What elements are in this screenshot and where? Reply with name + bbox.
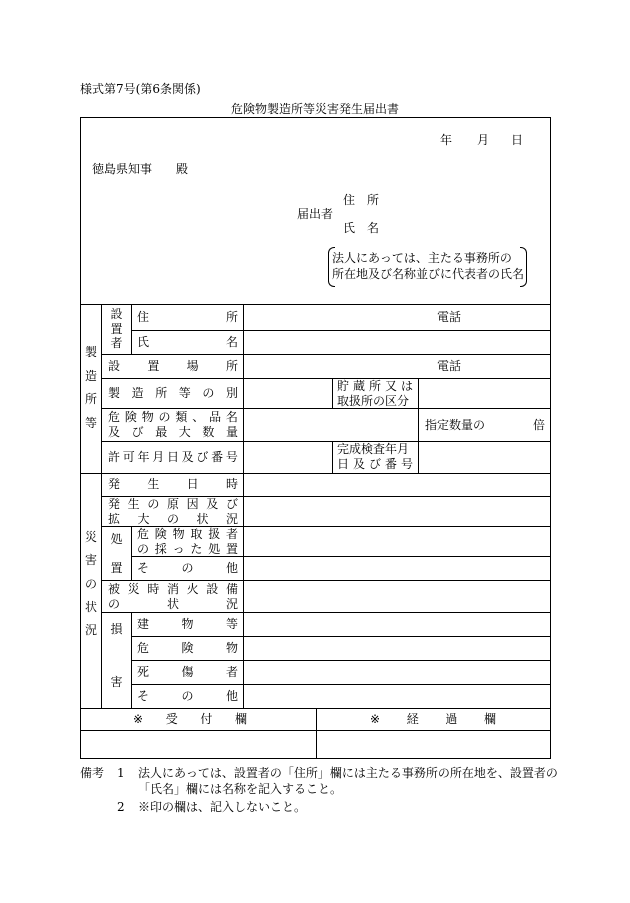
row-line [131, 684, 551, 685]
note-2-number: 2 [117, 800, 125, 814]
disaster-group-label: 災 害 の 状 況 [84, 530, 97, 637]
label-reception: ※ 受 付 欄 [133, 712, 247, 726]
col-line [332, 441, 333, 473]
col-line [418, 441, 419, 473]
facility-group-label: 製 造 所 等 [84, 345, 97, 430]
label-progress: ※ 経 過 欄 [370, 712, 496, 726]
label-location: 設 置 場 所 [108, 359, 238, 373]
name-label: 氏 名 [343, 221, 380, 235]
label-other-1: そ の 他 [137, 561, 238, 575]
col-line [418, 408, 419, 441]
label-datetime: 発 生 日 時 [108, 477, 238, 491]
col-line [316, 708, 317, 759]
notes-label: 備考 [80, 766, 105, 780]
address-label: 住 所 [343, 193, 380, 207]
date-year: 年 [440, 133, 453, 147]
note-2-text: ※印の欄は、記入しないこと。 [138, 800, 307, 814]
row-line [101, 408, 551, 409]
form-title: 危険物製造所等災害発生届出書 [230, 102, 399, 116]
label-hazmat-2: 及 び 最 大 数 量 [108, 425, 238, 439]
label-cause-1: 発 生 の 原 因 及 び [108, 497, 238, 511]
note-1-line1: 法人にあっては、設置者の「住所」欄には主たる事務所の所在地を、設置者の [138, 766, 558, 780]
corp-note-line1: 法人にあっては、主たる事務所の [332, 251, 512, 265]
col-line [131, 526, 132, 580]
label-storage-1: 貯 蔵 所 又 は [337, 379, 413, 393]
installer-label: 設 置 者 [110, 307, 123, 350]
label-hazmat-1: 危 険 物 の 類 、 品 名 [108, 410, 238, 424]
label-phone-2: 電話 [437, 359, 462, 373]
note-1-line2: 「氏名」欄には名称を記入すること。 [138, 782, 343, 796]
row-line [101, 378, 551, 379]
row-line [131, 636, 551, 637]
col-line [243, 304, 244, 708]
col-line [131, 612, 132, 708]
label-fire-1: 被 災 時 消 火 設 備 [108, 582, 238, 596]
label-hazmat-damage: 危 険 物 [137, 641, 238, 655]
date-day: 日 [511, 133, 524, 147]
col-line [332, 378, 333, 408]
form-number: 様式第7号(第6条関係) [80, 82, 201, 96]
label-inspection-2: 日 及 び 番 号 [337, 457, 413, 471]
label-fire-2: の 状 況 [108, 597, 238, 611]
label-inspection-1: 完成検査年月 [337, 442, 410, 456]
label-type: 製 造 所 等 の 別 [108, 386, 238, 400]
label-address: 住 所 [137, 310, 238, 324]
row-line [80, 304, 551, 305]
addressee: 徳島県知事 殿 [92, 162, 189, 176]
note-1-number: 1 [117, 766, 125, 780]
row-line [80, 473, 551, 474]
label-phone-1: 電話 [437, 310, 462, 324]
col-line [418, 378, 419, 408]
date-month: 月 [477, 133, 490, 147]
label-times: 倍 [533, 418, 546, 432]
row-line [131, 660, 551, 661]
label-permit: 許 可 年 月 日 及 び 番 号 [108, 450, 238, 464]
label-casualties: 死 傷 者 [137, 665, 238, 679]
label-handler-1: 危 険 物 取 扱 者 [137, 527, 238, 541]
notifier-label: 届出者 [297, 207, 334, 221]
label-name: 氏 名 [137, 335, 238, 349]
label-cause-2: 拡 大 の 状 況 [108, 512, 238, 526]
measures-label: 処 置 [110, 532, 123, 575]
label-other-2: そ の 他 [137, 689, 238, 703]
col-line [131, 304, 132, 354]
label-handler-2: の 採 っ た 処 置 [137, 542, 238, 556]
corp-note-line2: 所在地及び名称並びに代表者の氏名 [332, 267, 525, 281]
label-designated-qty: 指定数量の [425, 418, 486, 432]
row-line [101, 354, 551, 355]
row-line [101, 612, 551, 613]
label-storage-2: 取扱所の区分 [337, 394, 410, 408]
label-buildings: 建 物 等 [137, 617, 238, 631]
row-line [101, 580, 551, 581]
damage-label: 損 害 [110, 622, 123, 689]
row-line [131, 330, 551, 331]
row-line [101, 441, 551, 442]
